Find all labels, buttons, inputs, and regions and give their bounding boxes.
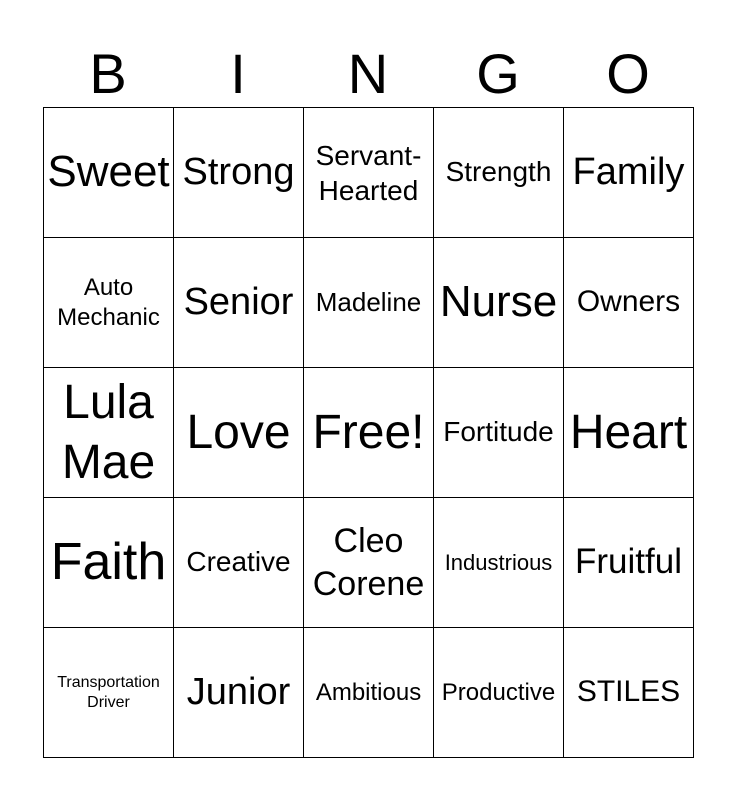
free-space-cell[interactable] [303,367,434,498]
cell-text: Love [186,405,291,459]
header-letter-n: N [347,42,389,105]
cell-text: Fortitude [443,416,554,448]
header-letter-b: B [89,42,127,105]
bingo-cell[interactable] [43,627,174,758]
bingo-cell[interactable] [563,367,694,498]
bingo-cell[interactable] [43,367,174,498]
bingo-cell[interactable] [173,107,304,238]
cell-text: Creative [186,546,291,578]
bingo-cell[interactable] [303,627,434,758]
cell-text: Faith [50,532,167,591]
bingo-cell[interactable] [563,497,694,628]
bingo-cell[interactable] [303,107,434,238]
header-letter-i: I [230,42,246,105]
cell-text: Auto Mechanic [57,273,160,331]
bingo-cell[interactable] [433,367,564,498]
cell-text: Owners [576,285,681,319]
cell-text: Cleo Corene [312,522,425,603]
bingo-cell[interactable] [433,497,564,628]
bingo-cell[interactable] [173,497,304,628]
bingo-header [43,42,693,106]
header-letter-g: G [476,42,520,105]
cell-text: Senior [183,280,294,323]
bingo-cell[interactable] [173,237,304,368]
cell-text: Junior [186,670,291,713]
header-letter-o: O [606,42,650,105]
bingo-cell[interactable] [433,627,564,758]
bingo-cell[interactable] [43,497,174,628]
cell-text: Madeline [315,286,422,317]
bingo-cell[interactable] [303,497,434,628]
bingo-cell[interactable] [303,237,434,368]
cell-text: Free! [312,405,425,459]
cell-text: Ambitious [315,678,422,706]
cell-text: Nurse [439,277,558,327]
cell-text: Lula Mae [61,375,156,489]
cell-text: Transportation Driver [57,673,160,711]
bingo-cell[interactable] [173,627,304,758]
bingo-cell[interactable] [563,237,694,368]
cell-text: Family [572,150,685,193]
cell-text: Fruitful [575,542,682,582]
bingo-cell[interactable] [43,107,174,238]
bingo-cell[interactable] [563,627,694,758]
bingo-cell[interactable] [173,367,304,498]
cell-text: Industrious [444,549,553,575]
bingo-board [43,107,693,757]
cell-text: Productive [441,678,556,706]
cell-text: Sweet [47,147,170,197]
bingo-cell[interactable] [433,107,564,238]
cell-text: Strong [182,150,295,193]
bingo-cell[interactable] [433,237,564,368]
cell-text: Servant- Hearted [315,139,422,206]
bingo-cell[interactable] [43,237,174,368]
cell-text: Heart [569,405,688,459]
bingo-cell[interactable] [563,107,694,238]
cell-text: STILES [576,675,681,709]
cell-text: Strength [445,156,552,188]
